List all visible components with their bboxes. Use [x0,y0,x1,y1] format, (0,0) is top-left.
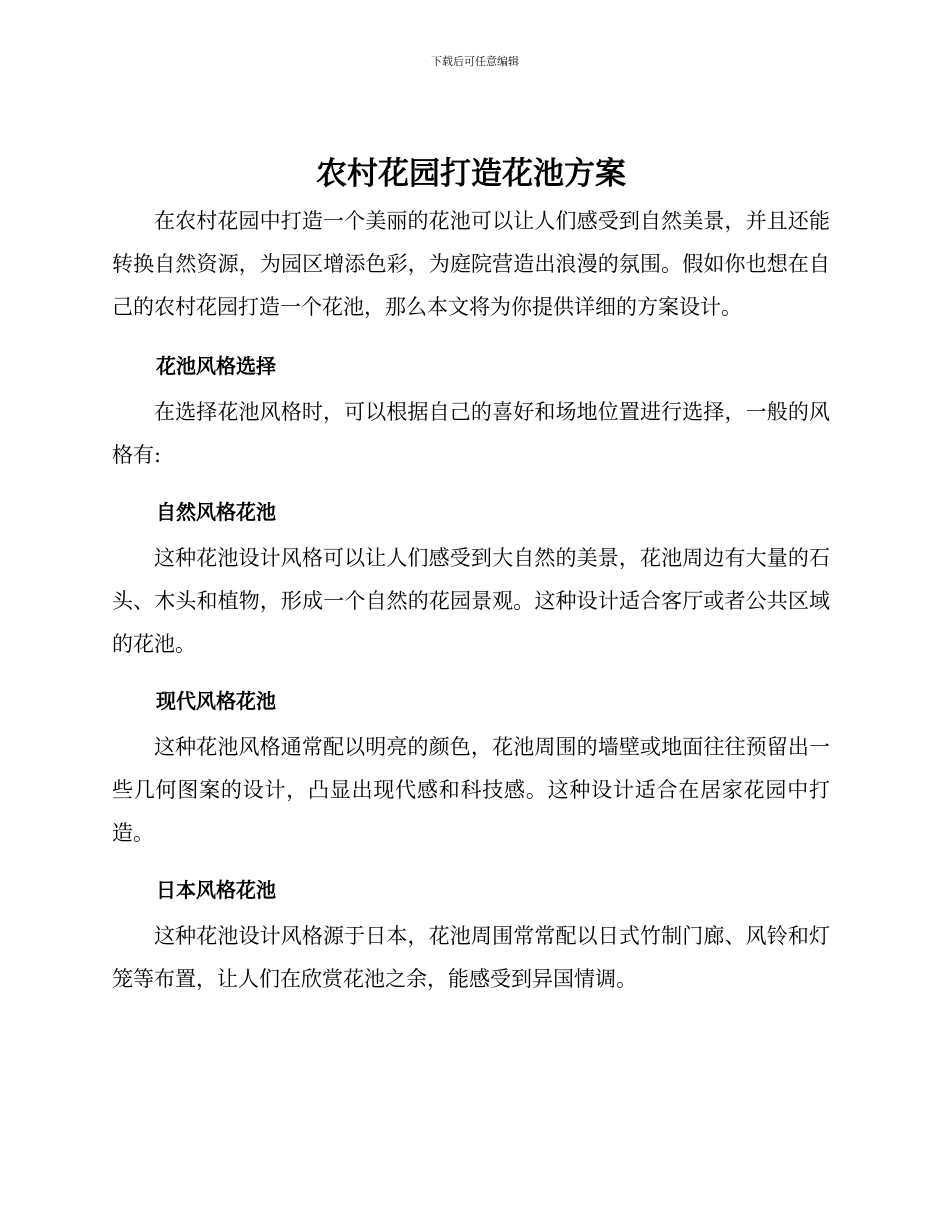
intro-paragraph: 在农村花园中打造一个美丽的花池可以让人们感受到自然美景，并且还能转换自然资源，为园区增添色彩，为庭院营造出浪漫的氛围。假如你也想在自己的农村花园打造一个花池，那么本文将为你提供详细的方案设计。 [112,209,830,319]
section-paragraph-japanese-style: 这种花池设计风格源于日本，花池周围常常配以日式竹制门廊、风铃和灯笼等布置，让人们在欣赏花池之余，能感受到异国情调。 [112,924,830,991]
document-title: 农村花园打造花池方案 [316,156,626,192]
section-heading-japanese-style: 日本风格花池 [156,878,276,902]
document-body [112,148,830,1001]
section-heading-style-choice: 花池风格选择 [156,354,276,378]
section-paragraph-style-choice: 在选择花池风格时，可以根据自己的喜好和场地位置进行选择，一般的风格有: [112,400,830,467]
section-paragraph-natural-style: 这种花池设计风格可以让人们感受到大自然的美景，花池周边有大量的石头、木头和植物，形成一个自然的花园景观。这种设计适合客厅或者公共区域的花池。 [112,546,830,656]
section-heading-modern-style: 现代风格花池 [156,689,276,713]
header-note: 下载后可任意编辑 [431,55,519,68]
section-paragraph-modern-style: 这种花池风格通常配以明亮的颜色，花池周围的墙壁或地面往往预留出一些几何图案的设计，凸显出现代感和科技感。这种设计适合在居家花园中打造。 [112,735,830,845]
section-heading-natural-style: 自然风格花池 [156,500,276,524]
